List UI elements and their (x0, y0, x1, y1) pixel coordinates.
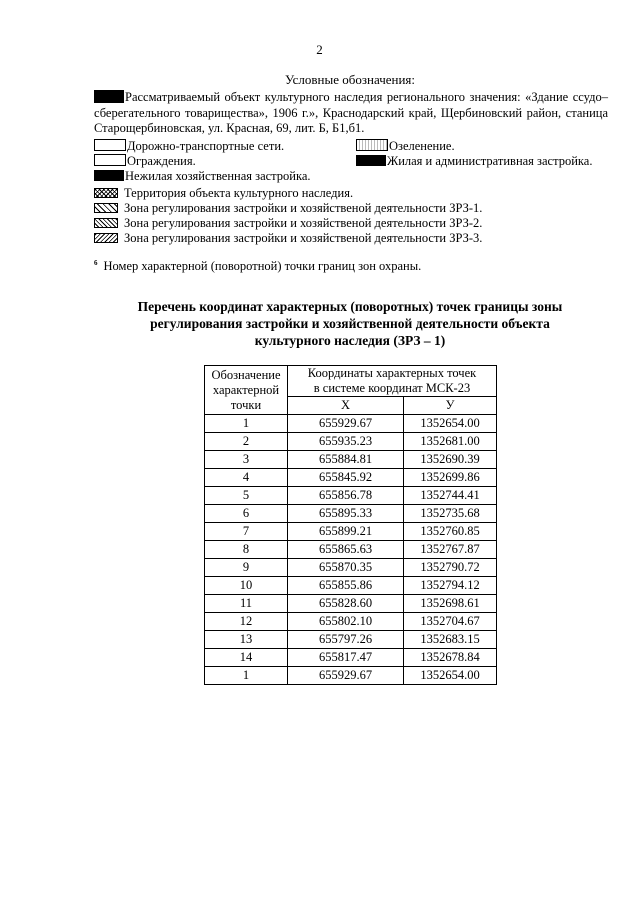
y-cell: 1352683.15 (404, 631, 497, 649)
point-number-marker: 6 (94, 259, 98, 267)
y-cell: 1352699.86 (404, 469, 497, 487)
point-cell: 2 (205, 433, 288, 451)
table-row (205, 667, 497, 685)
page-number: 2 (316, 42, 323, 57)
y-cell: 1352678.84 (404, 649, 497, 667)
y-cell: 1352654.00 (404, 667, 497, 685)
point-cell: 13 (205, 631, 288, 649)
y-cell: 1352704.67 (404, 613, 497, 631)
table-row (205, 541, 497, 559)
legend-zrz3: Зона регулирования застройки и хозяйственой деятельности ЗРЗ-3. (124, 231, 483, 245)
x-cell: 655929.67 (288, 667, 404, 685)
table-row (205, 649, 497, 667)
point-cell: 4 (205, 469, 288, 487)
point-cell: 9 (205, 559, 288, 577)
legend-title: Условные обозначения: (284, 72, 416, 87)
point-cell: 1 (205, 415, 288, 433)
fence-swatch (94, 154, 126, 166)
point-cell: 14 (205, 649, 288, 667)
x-cell: 655802.10 (288, 613, 404, 631)
point-cell: 12 (205, 613, 288, 631)
heritage-object-swatch (94, 90, 124, 103)
y-cell: 1352735.68 (404, 505, 497, 523)
legend-row-zrz2 (94, 216, 614, 231)
heading-line-3: культурного наследия (ЗРЗ – 1) (254, 333, 446, 348)
table-row (205, 613, 497, 631)
point-cell: 7 (205, 523, 288, 541)
table-row (205, 631, 497, 649)
table-row (205, 469, 497, 487)
header-point-designation (205, 366, 288, 415)
legend-row-nonresidential (94, 169, 614, 184)
x-cell: 655899.21 (288, 523, 404, 541)
legend-residential: Жилая и административная застройка. (387, 154, 593, 168)
legend-point-text: Номер характерной (поворотной) точки границ зон охраны. (103, 259, 422, 274)
header-col1-line2: характерной (212, 382, 280, 397)
point-cell: 6 (205, 505, 288, 523)
legend-zrz2: Зона регулирования застройки и хозяйственой деятельности ЗРЗ-2. (124, 216, 483, 230)
legend-zrz1: Зона регулирования застройки и хозяйственой деятельности ЗРЗ-1. (124, 201, 483, 215)
legend-list (94, 139, 614, 274)
zrz2-swatch (94, 218, 118, 228)
x-cell: 655828.60 (288, 595, 404, 613)
zrz1-swatch (94, 203, 118, 213)
x-cell: 655895.33 (288, 505, 404, 523)
point-cell: 3 (205, 451, 288, 469)
point-cell: 1 (205, 667, 288, 685)
x-cell: 655884.81 (288, 451, 404, 469)
table-row (205, 505, 497, 523)
header-col1-line3: точки (230, 397, 262, 412)
coordinates-table-body (205, 415, 497, 685)
table-row (205, 451, 497, 469)
y-cell: 1352760.85 (404, 523, 497, 541)
y-cell: 1352794.12 (404, 577, 497, 595)
table-row (205, 433, 497, 451)
legend-main-text: Рассматриваемый объект культурного наследия регионального значения: «Здание ссудо–сберегательного товарищества», 1906 г.», Краснодарский край, Щербиновский район, станица Старощербиновская, ул. Красная, 69, лит. Б, Б1,б1. (94, 90, 608, 135)
heading-line-2: регулирования застройки и хозяйственной деятельности объекта (150, 316, 550, 331)
y-cell: 1352698.61 (404, 595, 497, 613)
legend-fences: Ограждения. (127, 154, 196, 168)
header-y: У (404, 397, 497, 415)
y-cell: 1352744.41 (404, 487, 497, 505)
table-row (205, 595, 497, 613)
x-cell: 655817.47 (288, 649, 404, 667)
y-cell: 1352654.00 (404, 415, 497, 433)
point-cell: 10 (205, 577, 288, 595)
header-col1-line1: Обозначение (211, 367, 281, 382)
legend-greenery: Озеленение. (389, 139, 455, 153)
residential-swatch (356, 155, 386, 166)
x-cell: 655855.86 (288, 577, 404, 595)
legend-nonresidential: Нежилая хозяйственная застройка. (125, 169, 311, 183)
point-cell: 8 (205, 541, 288, 559)
legend-road: Дорожно-транспортные сети. (127, 139, 285, 153)
greenery-swatch (356, 139, 388, 151)
table-row (205, 577, 497, 595)
nonresidential-swatch (94, 170, 124, 181)
legend-row-heritage-territory (94, 186, 614, 201)
x-cell: 655797.26 (288, 631, 404, 649)
legend-main-entry (94, 90, 608, 137)
x-cell: 655865.63 (288, 541, 404, 559)
x-cell: 655870.35 (288, 559, 404, 577)
x-cell: 655935.23 (288, 433, 404, 451)
y-cell: 1352767.87 (404, 541, 497, 559)
y-cell: 1352681.00 (404, 433, 497, 451)
header-coordinates-line2: в системе координат МСК-23 (288, 381, 497, 397)
heading-line-1: Перечень координат характерных (поворотных) точек границы зоны (137, 299, 563, 314)
road-swatch (94, 139, 126, 151)
table-row (205, 559, 497, 577)
zrz3-swatch (94, 233, 118, 243)
table-row (205, 415, 497, 433)
legend-row-zrz1 (94, 201, 614, 216)
point-cell: 5 (205, 487, 288, 505)
x-cell: 655856.78 (288, 487, 404, 505)
heritage-territory-swatch (94, 188, 118, 198)
x-cell: 655845.92 (288, 469, 404, 487)
header-x: X (288, 397, 404, 415)
legend-row-zrz3 (94, 231, 614, 246)
point-cell: 11 (205, 595, 288, 613)
legend-row-road-greenery (94, 139, 614, 154)
x-cell: 655929.67 (288, 415, 404, 433)
table-heading (0, 298, 639, 349)
header-coordinates-line1: Координаты характерных точек (288, 366, 497, 382)
legend-row-point (94, 256, 614, 274)
y-cell: 1352690.39 (404, 451, 497, 469)
y-cell: 1352790.72 (404, 559, 497, 577)
table-row (205, 487, 497, 505)
table-row (205, 523, 497, 541)
legend-row-fences-residential (94, 154, 614, 169)
coordinates-table (204, 365, 497, 685)
legend-heritage-territory: Территория объекта культурного наследия. (124, 186, 354, 200)
